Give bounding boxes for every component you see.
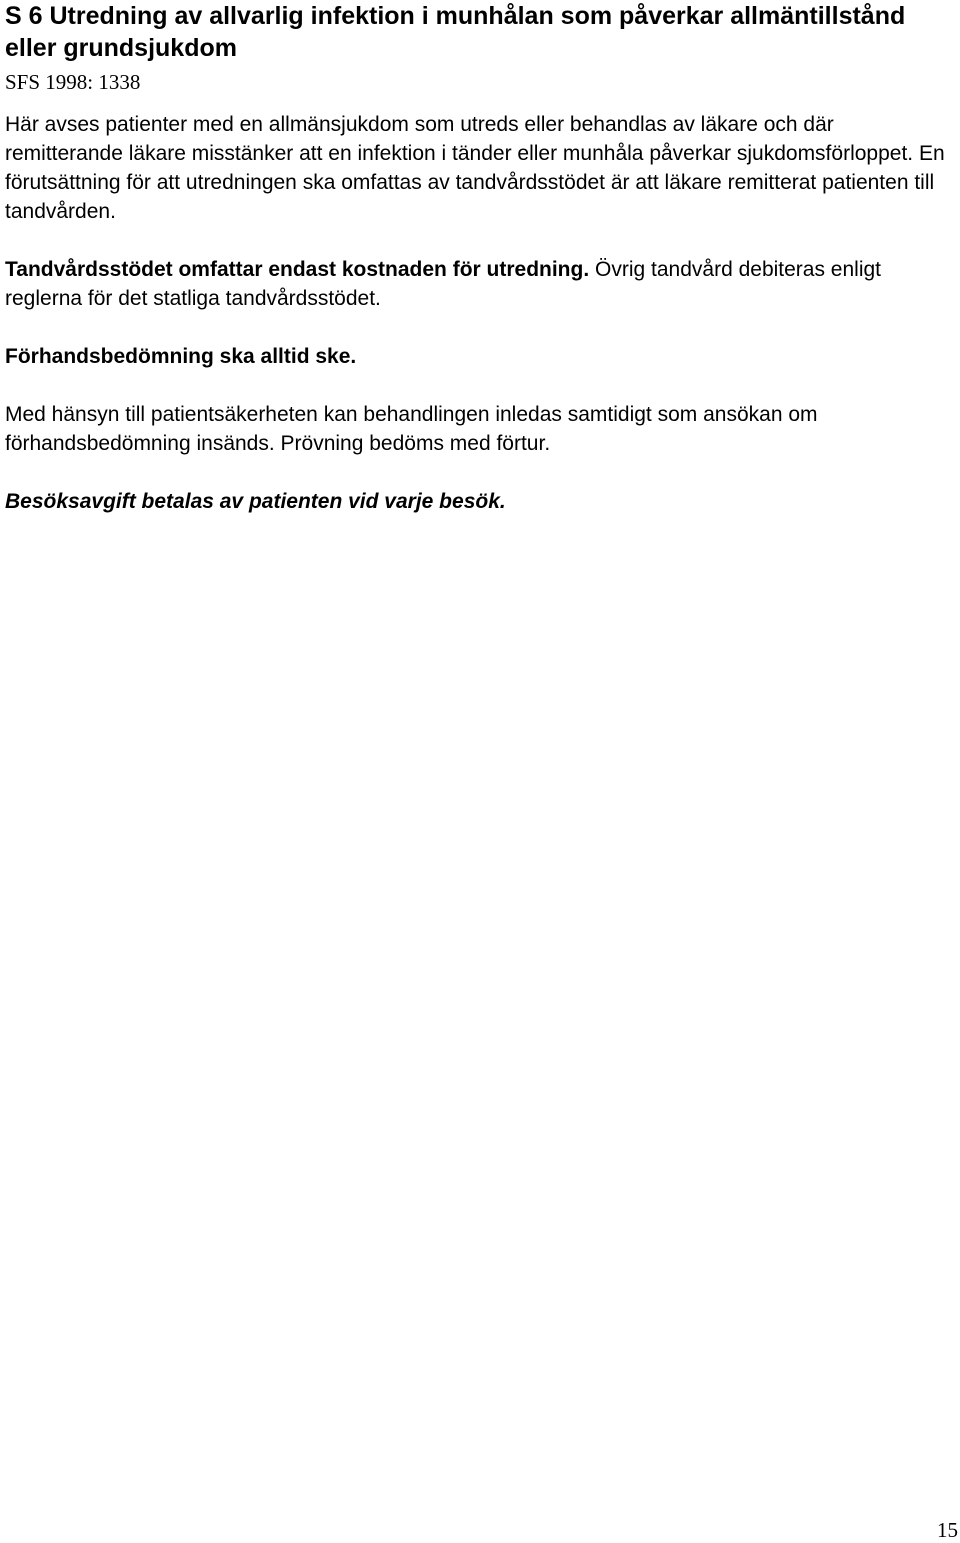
prior-assessment-note: Förhandsbedömning ska alltid ske. [5,345,357,368]
coverage-text: Övrig tandvård debiteras enligt reglerna för det statliga tandvårdsstödet. [5,258,882,310]
patient-safety-paragraph: Med hänsyn till patientsäkerheten kan behandlingen inledas samtidigt som ansökan om förhandsbedömning insänds. Prövning bedöms med förtur. [5,403,818,455]
document-page [5,0,957,516]
statute-reference: SFS 1998: 1338 [5,70,141,94]
page-number: 15 [937,1518,958,1542]
section-title: S 6 Utredning av allvarlig infektion i munhålan som påverkar allmäntillstånd eller grundsjukdom [5,2,906,62]
coverage-paragraph [5,255,957,313]
intro-paragraph: Här avses patienter med en allmänsjukdom som utreds eller behandlas av läkare och där remitterande läkare misstänker att en infektion i tänder eller munhåla påverkar sjukdomsförloppet. En förutsättning för att utredningen ska omfattas av tandvårdsstödet är att läkare remitterat patienten till tandvården. [5,113,945,223]
visit-fee-note: Besöksavgift betalas av patienten vid varje besök. [5,490,506,513]
coverage-emphasis: Tandvårdsstödet omfattar endast kostnaden för utredning. [5,258,590,281]
